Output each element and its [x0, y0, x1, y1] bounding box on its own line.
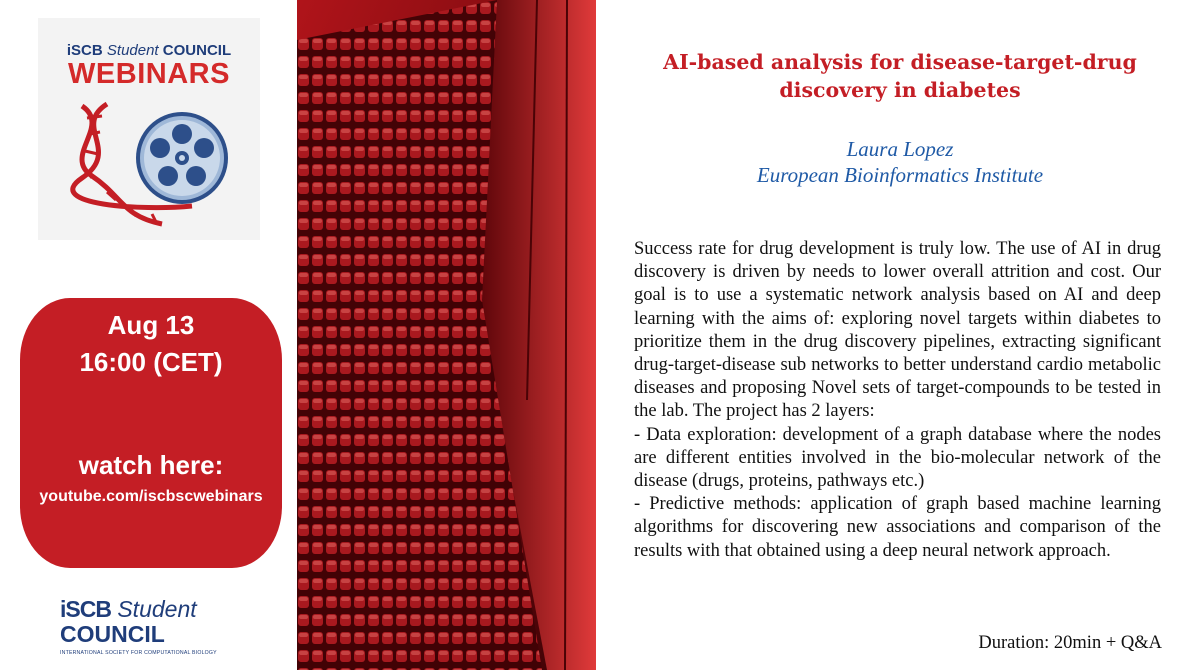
footer-logo-line2: COUNCIL	[60, 621, 165, 647]
watch-label: watch here:	[78, 450, 224, 480]
student-council-logo	[60, 596, 240, 662]
event-info-box	[20, 298, 282, 568]
speaker-name: Laura Lopez	[846, 137, 954, 161]
footer-logo-subtitle: INTERNATIONAL SOCIETY FOR COMPUTATIONAL BIOLOGY	[60, 650, 217, 656]
abstract	[634, 238, 1161, 563]
left-column	[0, 0, 296, 670]
talk-duration: Duration: 20min + Q&A	[978, 633, 1162, 653]
abstract-intro: Success rate for drug development is truly low. The use of AI in drug discovery is driven by needs to lower overall attrition and cost. Our goal is to use a systematic network analysis based on AI and deep learning with the aims of: exploring novel targets within diabetes to prioritize them in the drug discovery pipelines, extracting significant drug-target-disease sub networks to better understand cardio metabolic diseases and proposing Novel sets of target-compounds to be tested in the lab. The project has 2 layers:	[634, 239, 1161, 422]
webinars-logo	[38, 18, 260, 240]
dna-film-reel-icon	[52, 96, 252, 236]
speaker-block	[600, 136, 1200, 188]
logo-brand-line: iSCB Student COUNCIL	[66, 42, 232, 59]
footer-logo-line1: iSCB Student	[60, 596, 197, 622]
abstract-layer-2: - Predictive methods: application of graph based machine learning algorithms for discovering new associations and comparison of the results with that obtained using a deep neural network approach.	[634, 494, 1161, 561]
film-reel-icon	[136, 112, 228, 204]
talk-title-line1: AI-based analysis for disease-target-drug	[663, 50, 1137, 74]
event-date: Aug 13	[107, 310, 195, 340]
talk-title-line2: discovery in diabetes	[779, 78, 1021, 102]
abstract-layer-1: - Data exploration: development of a graph database where the nodes are different entities involved in the bio-molecular network of the disease (drugs, proteins, pathways etc.)	[634, 424, 1161, 492]
youtube-link[interactable]: youtube.com/iscbscwebinars	[39, 488, 263, 505]
speaker-institution: European Bioinformatics Institute	[756, 163, 1044, 187]
logo-webinars-text: WEBINARS	[68, 58, 230, 90]
event-time: 16:00 (CET)	[79, 347, 223, 377]
talk-title	[600, 48, 1200, 104]
auditorium-photo	[297, 0, 596, 670]
auditorium-seats-image	[297, 0, 596, 670]
